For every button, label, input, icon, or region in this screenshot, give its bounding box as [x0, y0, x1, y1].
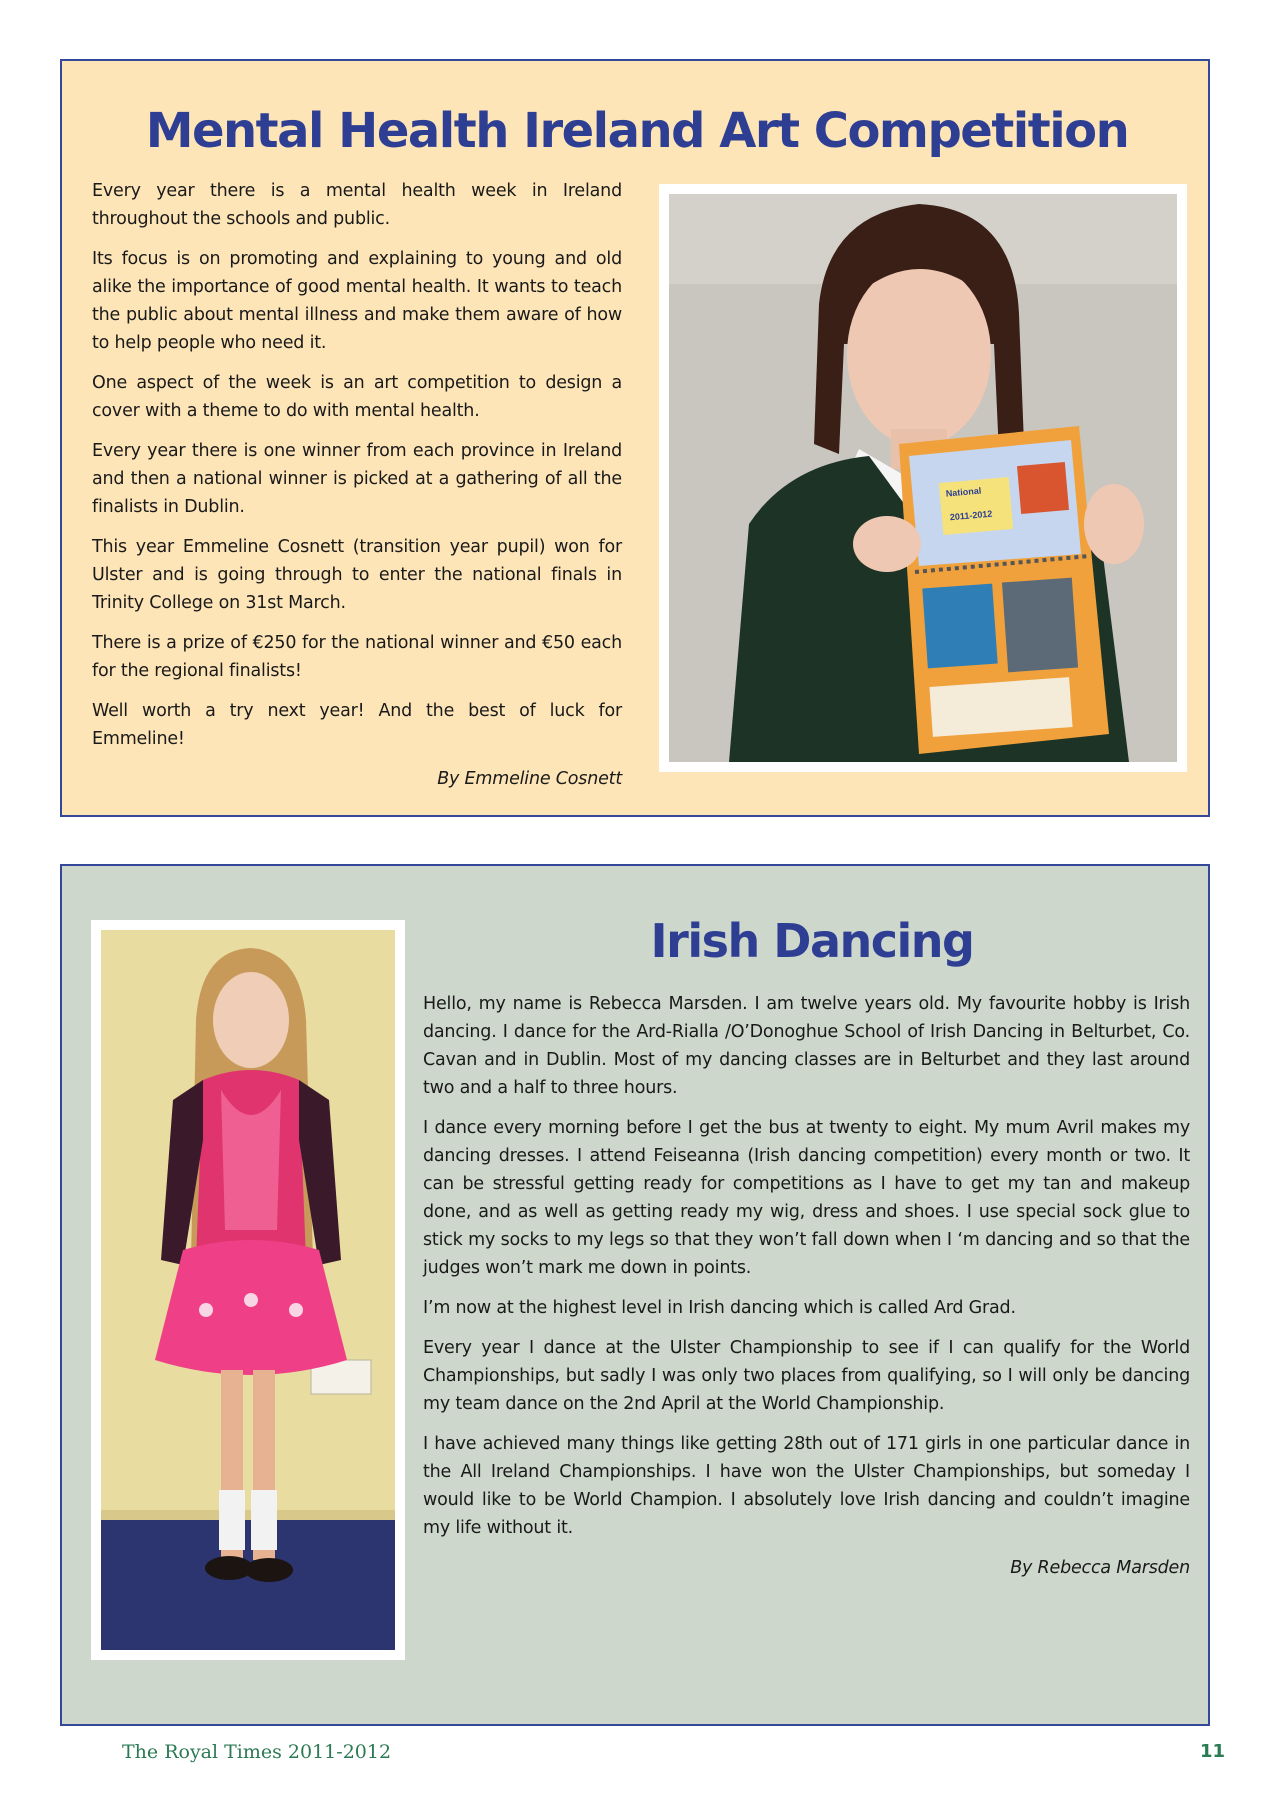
dance-article-title: Irish Dancing — [650, 914, 974, 968]
student-with-artwork-illustration — [669, 194, 1177, 762]
art-paragraph: There is a prize of €250 for the national winner and €50 each for the regional finalists! — [92, 633, 622, 681]
irish-dancing-article — [60, 864, 1210, 1726]
dance-paragraph: I’m now at the highest level in Irish dancing which is called Ard Grad. — [423, 1298, 1016, 1318]
art-paragraph: Every year there is one winner from each province in Ireland and then a national winner is picked at a gathering of all the finalists in Dublin. — [92, 441, 622, 517]
dance-paragraph: I dance every morning before I get the bus at twenty to eight. My mum Avril makes my dancing dresses. I attend Feiseanna (Irish dancing competition) every month or two. It can be stressful getting ready for competitions as I have to get my tan and makeup done, and as well as getting ready my wig, dress and shoes. I use special sock glue to stick my socks to my legs so that they won’t fall down when I ‘m dancing and so that the judges won’t mark me down in points. — [423, 1118, 1190, 1278]
dance-paragraph: I have achieved many things like getting 28th out of 171 girls in one particular dance in the All Ireland Championships. I have won the Ulster Championships, but someday I would like to be World Champion. I absolutely love Irish dancing and couldn’t imagine my life without it. — [423, 1434, 1190, 1538]
art-paragraph: Its focus is on promoting and explaining to young and old alike the importance of good mental health. It wants to teach the public about mental illness and make them aware of how to help people who need it. — [92, 249, 622, 353]
dance-article-body — [423, 990, 1190, 1594]
publication-footer: The Royal Times 2011-2012 — [122, 1741, 392, 1763]
art-byline: By Emmeline Cosnett — [437, 769, 622, 789]
dancer-photo — [91, 920, 405, 1660]
art-paragraph: One aspect of the week is an art competition to design a cover with a theme to do with mental health. — [92, 373, 622, 421]
art-article-title: Mental Health Ireland Art Competition — [145, 103, 1129, 159]
dance-paragraph: Every year I dance at the Ulster Championship to see if I can qualify for the World Championships, but sadly I was only two places from qualifying, so I will only be dancing my team dance on the 2nd April at the World Championship. — [423, 1338, 1190, 1414]
art-competition-article — [60, 59, 1210, 817]
art-paragraph: Well worth a try next year! And the best of luck for Emmeline! — [92, 701, 622, 749]
irish-dancer-illustration — [101, 930, 395, 1650]
poster-year-label: 2011-2012 — [949, 508, 993, 523]
art-article-body — [92, 177, 622, 805]
dance-paragraph: Hello, my name is Rebecca Marsden. I am twelve years old. My favourite hobby is Irish dancing. I dance for the Ard-Rialla /O’Donoghue School of Irish Dancing in Belturbet, Co. Cavan and in Dublin. Most of my dancing classes are in Belturbet and they last around two and a half to three hours. — [423, 994, 1190, 1098]
art-paragraph: This year Emmeline Cosnett (transition year pupil) won for Ulster and is going through to enter the national finals in Trinity College on 31st March. — [92, 537, 622, 613]
artwork-booklet — [899, 426, 1109, 754]
art-paragraph: Every year there is a mental health week in Ireland throughout the schools and public. — [92, 181, 622, 229]
page-number: 11 — [1199, 1741, 1225, 1762]
art-winner-photo — [659, 184, 1187, 772]
poster-national-label: National — [945, 485, 982, 499]
dance-byline: By Rebecca Marsden — [1010, 1558, 1190, 1578]
